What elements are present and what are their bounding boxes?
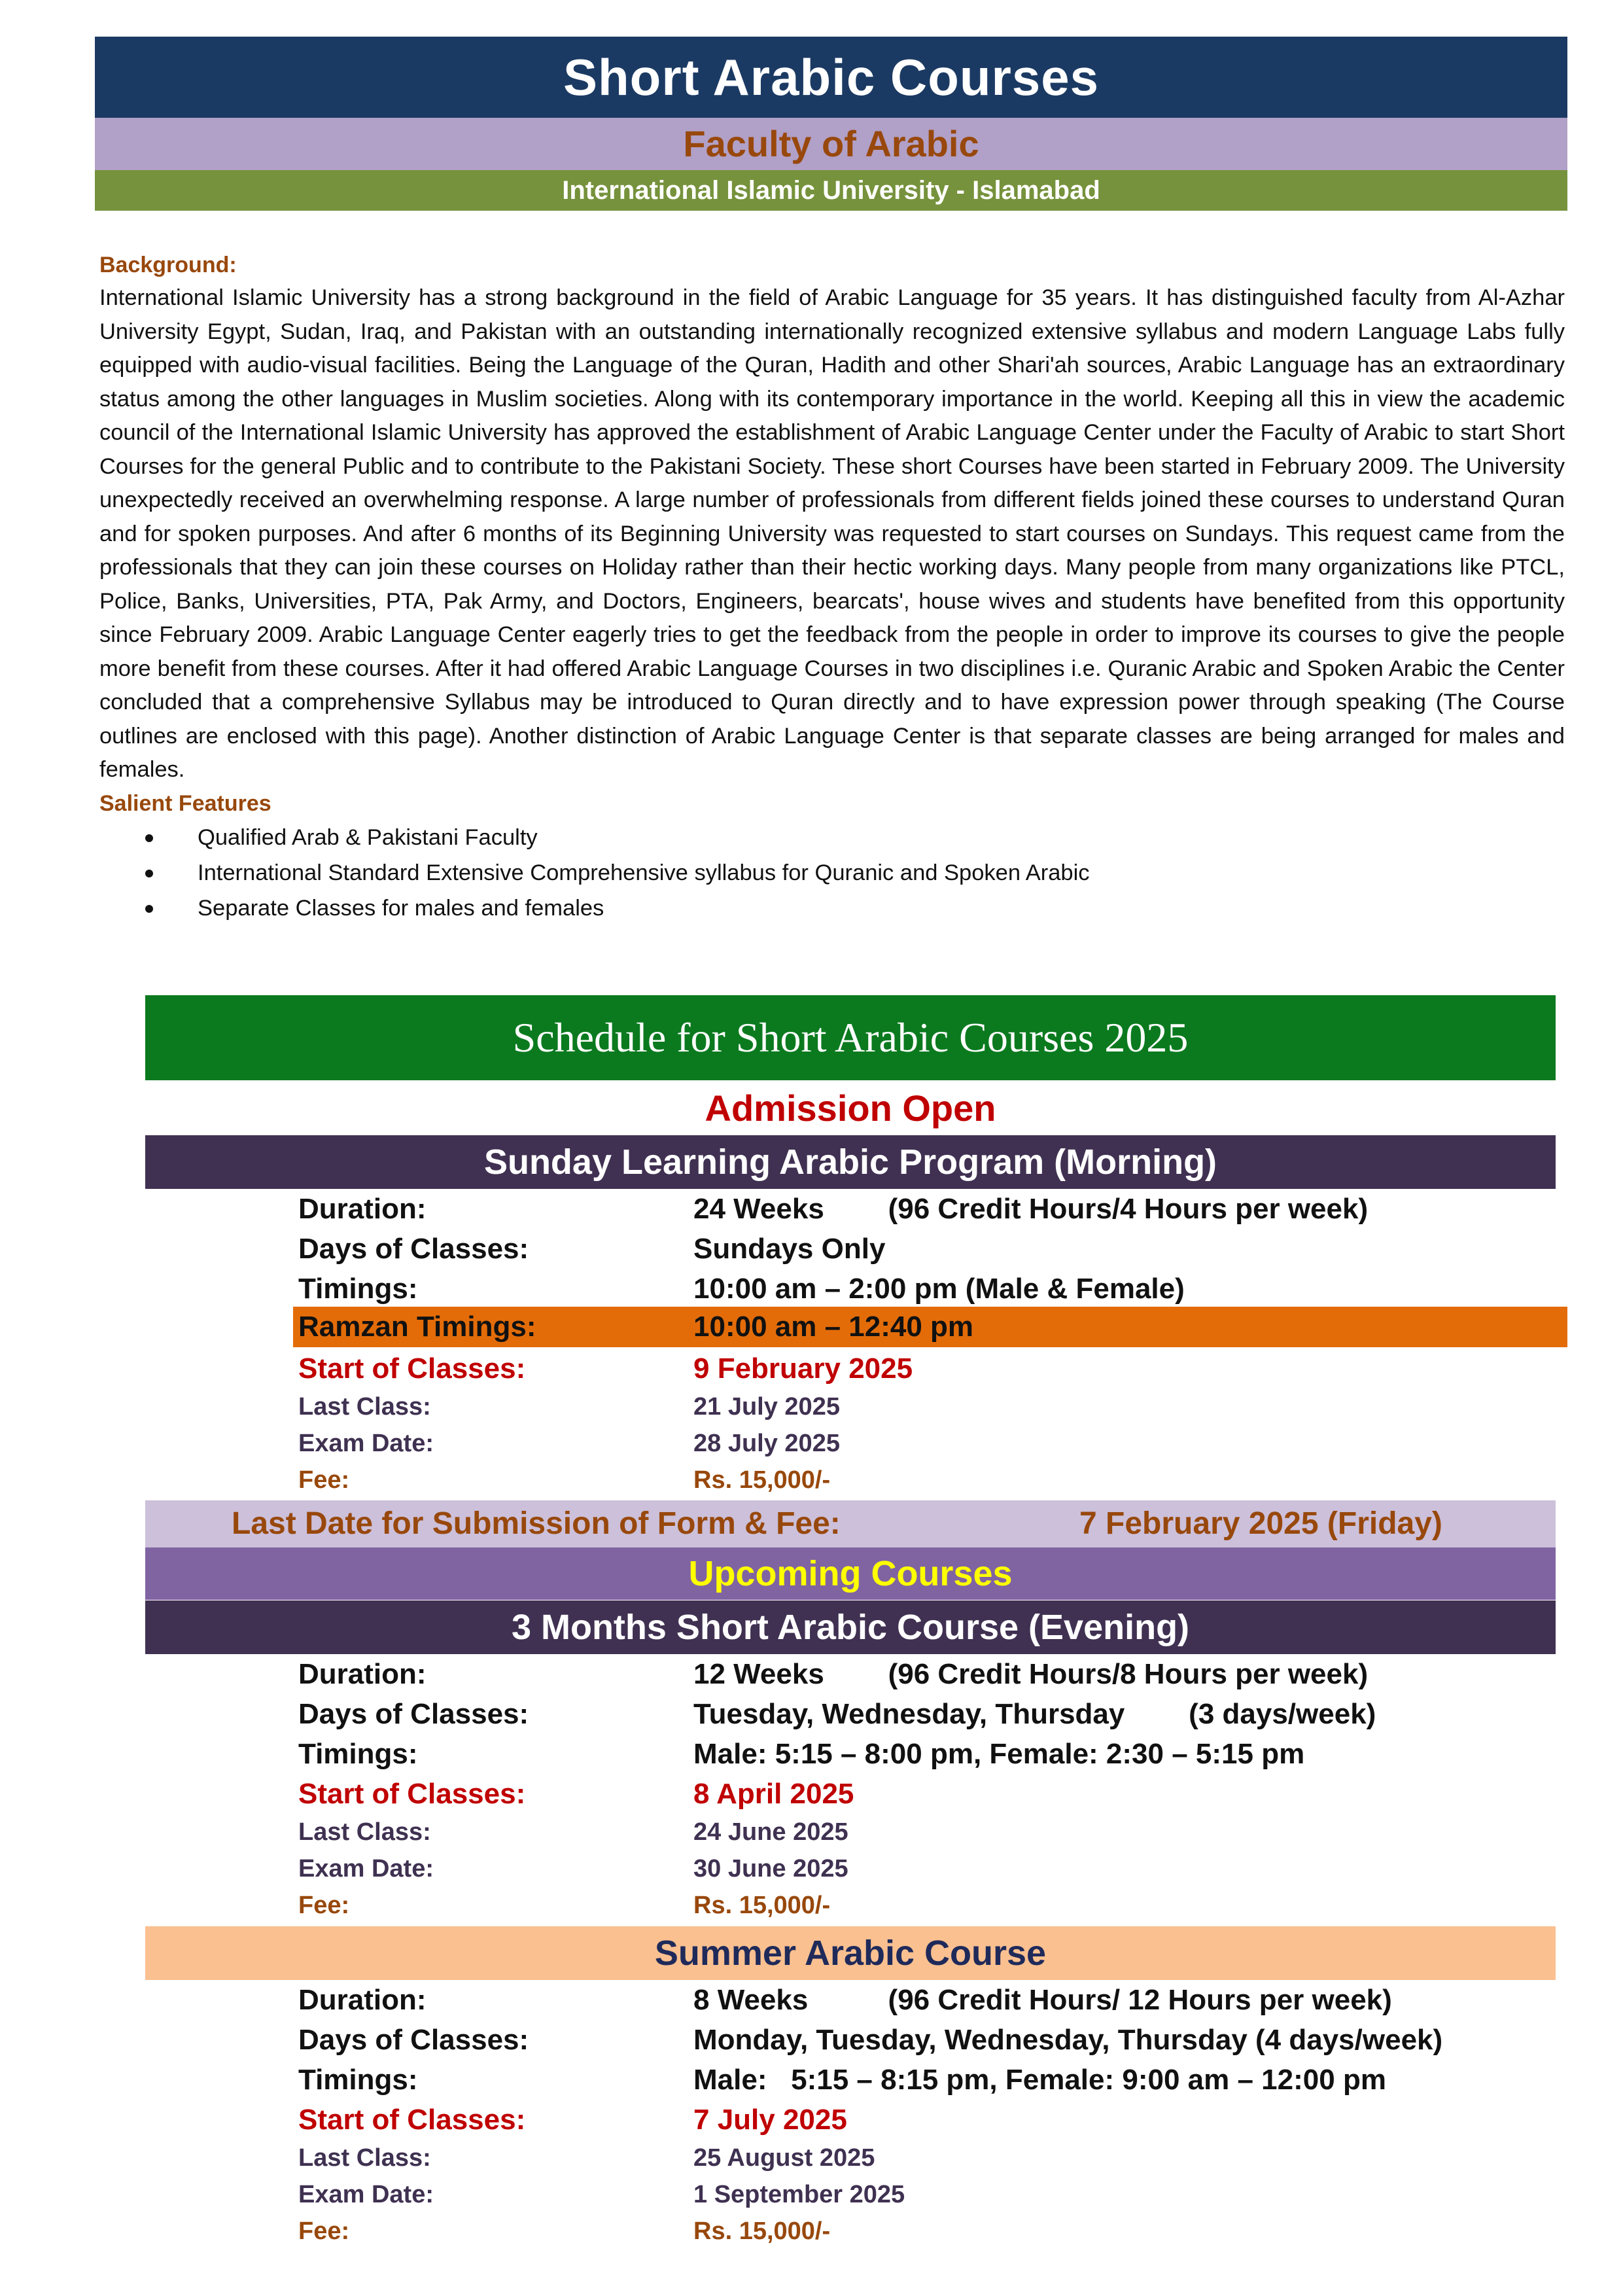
row-value: 28 July 2025 <box>693 1430 840 1457</box>
row-label: Start of Classes: <box>298 1778 526 1810</box>
admission-open: Admission Open <box>705 1087 996 1129</box>
row-value: Male: 5:15 – 8:15 pm, Female: 9:00 am – 12:00 pm <box>693 2064 1386 2096</box>
row-label: Duration: <box>298 1658 427 1690</box>
row-label: Start of Classes: <box>298 2104 526 2136</box>
row-label: Last Class: <box>298 1818 431 1846</box>
row-value: 21 July 2025 <box>693 1393 840 1421</box>
row-value: 24 Weeks (96 Credit Hours/4 Hours per week) <box>693 1193 1369 1225</box>
row-label: Timings: <box>298 1738 418 1770</box>
background-section <box>99 249 1565 926</box>
row-label: Timings: <box>298 2064 418 2096</box>
summer-course-title: Summer Arabic Course <box>145 1926 1556 1980</box>
row-value: 25 August 2025 <box>693 2144 875 2172</box>
row-label: Days of Classes: <box>298 1233 529 1265</box>
schedule-title: Schedule for Short Arabic Courses 2025 <box>145 995 1556 1080</box>
row-label: Duration: <box>298 1193 427 1225</box>
row-label: Fee: <box>298 2217 350 2245</box>
row-label: Days of Classes: <box>298 2024 529 2056</box>
background-paragraph: International Islamic University has a strong background in the field of Arabic Language for 35 years. It has distinguished faculty from Al-Azhar University Egypt, Sudan, Iraq, and Pakistan with an outstanding internationally recognized extensive syllabus and modern Language Labs fully equipped with audio-visual facilities. Being the Language of the Quran, Hadith and other Shari'ah sources, Arabic Language has an extraordinary status among the other languages in Muslim societies. Along with its contemporary importance in the world. Keeping all this in view the academic council of the International Islamic University has approved the establishment of Arabic Language Center under the Faculty of Arabic to start Short Courses for the general Public and to contribute to the Pakistani Society. These short Courses have been started in February 2009. The University unexpectedly received an overwhelming response. A large number of professionals from different fields joined these courses to understand Quran and for spoken purposes. And after 6 months of its Beginning University was requested to start courses on Sundays. This request came from the professionals that they can join these courses on Holiday rather than their hectic working days. Many people from many organizations like PTCL, Police, Banks, Universities, PTA, Pak Army, and Doctors, Engineers, bearcats', house wives and students have benefited from this opportunity since February 2009. Arabic Language Center eagerly tries to get the feedback from the people in order to improve its courses to give the people more benefit from these courses. After it had offered Arabic Language Courses in two disciplines i.e. Quranic Arabic and Spoken Arabic the Center concluded that a comprehensive Syllabus may be introduced to Quran directly and to have expression power through speaking (The Course outlines are enclosed with this page). Another distinction of Arabic Language Center is that separate classes are being arranged for males and females. <box>99 285 1565 782</box>
row-label: Fee: <box>298 1892 350 1919</box>
row-label: Timings: <box>298 1273 418 1305</box>
deadline-bar <box>145 1500 1556 1547</box>
row-label: Last Class: <box>298 1393 431 1421</box>
sunday-program-title: Sunday Learning Arabic Program (Morning) <box>145 1135 1556 1189</box>
feature-text: Qualified Arab & Pakistani Faculty <box>198 824 538 850</box>
row-value: 24 June 2025 <box>693 1818 848 1846</box>
row-value: 10:00 am – 2:00 pm (Male & Female) <box>693 1273 1185 1305</box>
faculty-name: Faculty of Arabic <box>95 118 1567 170</box>
row-value: Male: 5:15 – 8:00 pm, Female: 2:30 – 5:15 pm <box>693 1738 1305 1770</box>
row-label: Days of Classes: <box>298 1698 529 1730</box>
row-value: Monday, Tuesday, Wednesday, Thursday (4 days/week) <box>693 2024 1443 2056</box>
row-label: Last Class: <box>298 2144 431 2172</box>
row-value: 9 February 2025 <box>693 1352 913 1385</box>
row-value: Rs. 15,000/- <box>693 1466 831 1494</box>
row-value: 8 Weeks (96 Credit Hours/ 12 Hours per week) <box>693 1984 1392 2016</box>
deadline-label: Last Date for Submission of Form & Fee: <box>232 1506 841 1541</box>
three-month-course-title: 3 Months Short Arabic Course (Evening) <box>145 1600 1556 1654</box>
row-value: 1 September 2025 <box>693 2181 905 2208</box>
features-list <box>99 820 1565 926</box>
background-heading: Background: <box>99 253 237 277</box>
list-item <box>99 855 1565 891</box>
bullet-icon <box>145 870 153 877</box>
deadline-value: 7 February 2025 (Friday) <box>1079 1506 1442 1541</box>
list-item <box>99 820 1565 855</box>
row-value: Rs. 15,000/- <box>693 2217 831 2245</box>
row-value: Rs. 15,000/- <box>693 1892 831 1919</box>
bullet-icon <box>145 834 153 842</box>
row-value: 30 June 2025 <box>693 1855 848 1882</box>
list-item <box>99 891 1565 926</box>
upcoming-courses-heading: Upcoming Courses <box>145 1547 1556 1600</box>
row-value: 7 July 2025 <box>693 2104 847 2136</box>
row-label: Fee: <box>298 1466 350 1494</box>
feature-text: Separate Classes for males and females <box>198 895 604 921</box>
row-label: Start of Classes: <box>298 1352 526 1385</box>
feature-text: International Standard Extensive Comprehensive syllabus for Quranic and Spoken Arabic <box>198 860 1090 885</box>
row-value: Sundays Only <box>693 1233 886 1265</box>
row-label: Exam Date: <box>298 2181 434 2208</box>
university-name: International Islamic University - Islamabad <box>95 170 1567 211</box>
row-label: Exam Date: <box>298 1855 434 1882</box>
row-label: Duration: <box>298 1984 427 2016</box>
row-value: 8 April 2025 <box>693 1778 854 1810</box>
bullet-icon <box>145 905 153 913</box>
features-heading: Salient Features <box>99 790 271 816</box>
row-label: Ramzan Timings: <box>298 1311 536 1343</box>
page-title: Short Arabic Courses <box>95 37 1567 118</box>
row-label: Exam Date: <box>298 1430 434 1457</box>
row-value: Tuesday, Wednesday, Thursday (3 days/week) <box>693 1698 1376 1730</box>
row-value: 12 Weeks (96 Credit Hours/8 Hours per week) <box>693 1658 1369 1690</box>
row-value: 10:00 am – 12:40 pm <box>693 1311 974 1343</box>
